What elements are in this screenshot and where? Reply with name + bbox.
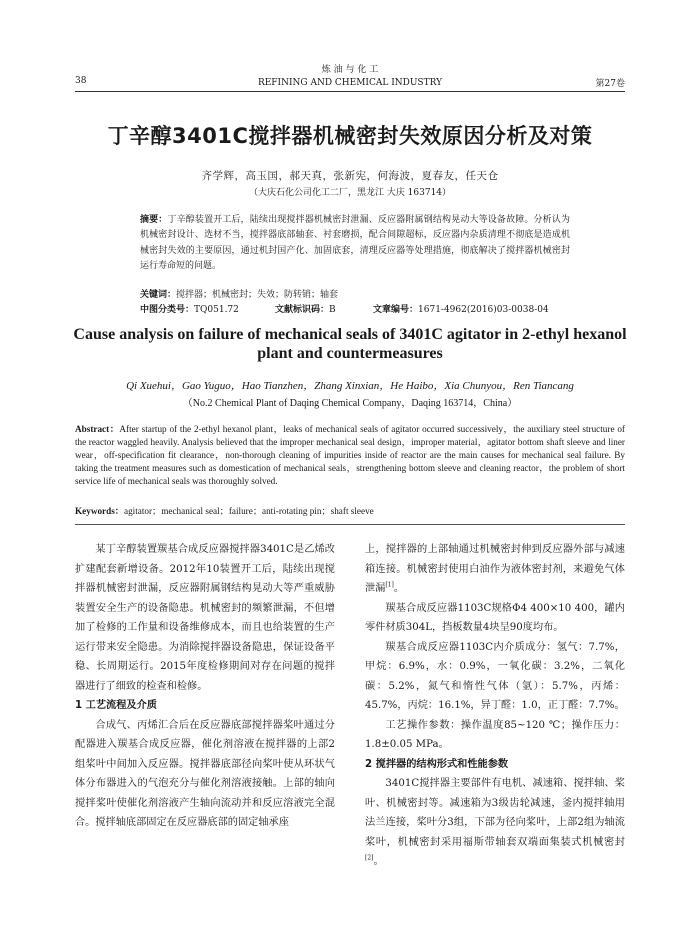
affiliation-en: （No.2 Chemical Plant of Daqing Chemical Company，Daqing 163714，China） xyxy=(182,398,518,409)
citation-ref: [2] xyxy=(365,854,374,862)
doc-code-label: 文献标识码： xyxy=(275,305,330,316)
page-number: 38 xyxy=(75,76,87,86)
journal-name xyxy=(75,64,625,90)
section-heading-1: 1 工艺流程及介质 xyxy=(75,700,157,711)
clc-value: TQ051.72 xyxy=(194,305,239,316)
body-column-right xyxy=(365,540,625,872)
body-paragraph: 合成气、丙烯汇合后在反应器底部搅拌器桨叶通过分配器进入羰基合成反应器，催化剂溶液在搅拌器的上部2组桨叶中间加入反应器。搅拌器底部径向桨叶使从环状气体分布器进入的气泡充分与催化剂溶液接触。上部的轴向搅拌桨叶使催化剂溶液产生轴向流动并和反应溶液完全混合。搅拌轴底部固定在反应器底部的固定轴承座 xyxy=(75,719,335,828)
paper-title-en: Cause analysis on failure of mechanical seals of 3401C agitator in 2-ethyl hexanol plant and countermeasures xyxy=(73,326,627,362)
citation-ref: [1] xyxy=(385,581,394,589)
body-text-end: 。 xyxy=(393,583,405,594)
body-paragraph xyxy=(365,774,625,872)
authors-cn: 齐学辉，高玉国，郝天真，张新宪，何海波，夏春友，任天仓 xyxy=(201,170,499,182)
metadata-cn xyxy=(140,288,570,319)
article-number-label: 文章编号： xyxy=(373,305,419,316)
paper-title-cn: 丁辛醇3401C搅拌器机械密封失效原因分析及对策 xyxy=(107,124,593,148)
body-paragraph: 羰基合成反应器1103C规格Φ4 400×10 400，罐内零件材质304L，挡板数量4块呈90度均布。 xyxy=(365,602,625,633)
body-paragraph: 羰基合成反应器1103C内介质成分：氢气：7.7%，甲烷：6.9%，水：0.9%，一氧化碳：3.2%，二氧化碳：5.2%，氮气和惰性气体（氩）：5.7%，丙烯：45.7%，丙烷：16.1%，异丁醛：1.0，正丁醛：7.7%。 xyxy=(365,641,625,711)
keywords-en xyxy=(75,505,625,518)
clc-label: 中图分类号： xyxy=(140,305,195,316)
body-text: 上，搅拌器的上部轴通过机械密封伸到反应器外部与减速箱连接。机械密封使用白油作为液体密封剂，来避免气体泄漏 xyxy=(365,544,625,594)
keywords-cn xyxy=(140,288,570,303)
body-text-end: 。 xyxy=(373,856,384,867)
keywords-en-label: Keywords： xyxy=(75,506,124,516)
doc-code-value: B xyxy=(329,305,336,316)
running-header xyxy=(75,64,625,94)
body-paragraph: 某丁辛醇装置羰基合成反应器搅拌器3401C是乙烯改扩建配套新增设备。2012年10装置开工后，陆续出现搅拌器机械密封泄漏，反应器附属钢结构晃动大等严重威胁装置安全生产的设备隐患。机械密封的频繁泄漏，不但增加了检修的工作量和设备维修成本，而且也给装置的生产运行带来安全隐患。为消除搅拌器设备隐患，保证设备平稳、长周期运行。2015年度检修期间对存在问题的搅拌器进行了细致的检查和检修。 xyxy=(75,544,335,692)
abstract-cn-text: 丁辛醇装置开工后，陆续出现搅拌器机械密封泄漏、反应器附属钢结构晃动大等设备故障。分析认为机械密封设计、选材不当，搅拌器底部轴套、衬套磨损，配合间隙超标，反应器内杂质清理不彻底是造成机械密封失效的主要原因，通过机封国产化、加固底套，清理反应器等处理措施，彻底解决了搅拌器机械密封运行寿命短的问题。 xyxy=(140,215,570,272)
body-column-left xyxy=(75,540,335,833)
authors-en: Qi Xuehui，Gao Yuguo，Hao Tianzhen，Zhang Xinxian，He Haibo，Xia Chunyou，Ren Tiancang xyxy=(126,380,574,392)
abstract-cn xyxy=(140,213,570,275)
body-paragraph: 工艺操作参数：操作温度85~120 ℃；操作压力：1.8±0.05 MPa。 xyxy=(365,719,625,750)
body-paragraph xyxy=(365,540,625,599)
keywords-cn-text: 搅拌器；机械密封；失效；防转销；轴套 xyxy=(176,290,339,300)
journal-name-en: REFINING AND CHEMICAL INDUSTRY xyxy=(257,78,443,88)
classification-row xyxy=(140,303,570,318)
abstract-cn-label: 摘要： xyxy=(140,215,168,225)
body-text: 3401C搅拌器主要部件有电机、减速箱、搅拌轴、桨叶、机械密封等。减速箱为3级齿轮减速，釜内搅拌轴用法兰连接，桨叶分3组，下部为径向桨叶，上部2组为轴流桨叶，机械密封采用福斯带轴套双端面集装式机械密封 xyxy=(365,778,625,848)
journal-name-cn: 炼 油 与 化 工 xyxy=(321,65,379,75)
keywords-en-text: agitator；mechanical seal；failure；anti-rotating pin；shaft sleeve xyxy=(124,506,374,516)
abstract-en xyxy=(75,423,625,488)
keywords-cn-label: 关键词： xyxy=(140,290,177,300)
header-rule xyxy=(75,91,625,92)
affiliation-cn: （大庆石化公司化工二厂，黑龙江 大庆 163714） xyxy=(248,188,452,198)
volume-label: 第27卷 xyxy=(595,79,625,89)
section-divider xyxy=(75,524,625,525)
abstract-en-label: Abstract： xyxy=(75,424,120,434)
section-heading-2: 2 搅拌器的结构形式和性能参数 xyxy=(365,758,509,770)
abstract-en-text: After startup of the 2-ethyl hexanol plant，leaks of mechanical seals of agitator occurred successively，the auxiliary steel structure of the reactor waggled heavily. Analysis believed that the improper mechanical seal design，improper material，agitator bottom shaft sleeve and liner wear，off-specification fit clearance，non-thorough cleaning of impurities inside of reactor are the main causes for mechanical seal failure. By taking the treatment measures such as domestication of mechanical seals，strengthening bottom sleeve and cleaning reactor，the problem of short service life of mechanical seals was thoroughly solved. xyxy=(75,424,625,486)
article-number-value: 1671-4962(2016)03-0038-04 xyxy=(418,305,549,316)
